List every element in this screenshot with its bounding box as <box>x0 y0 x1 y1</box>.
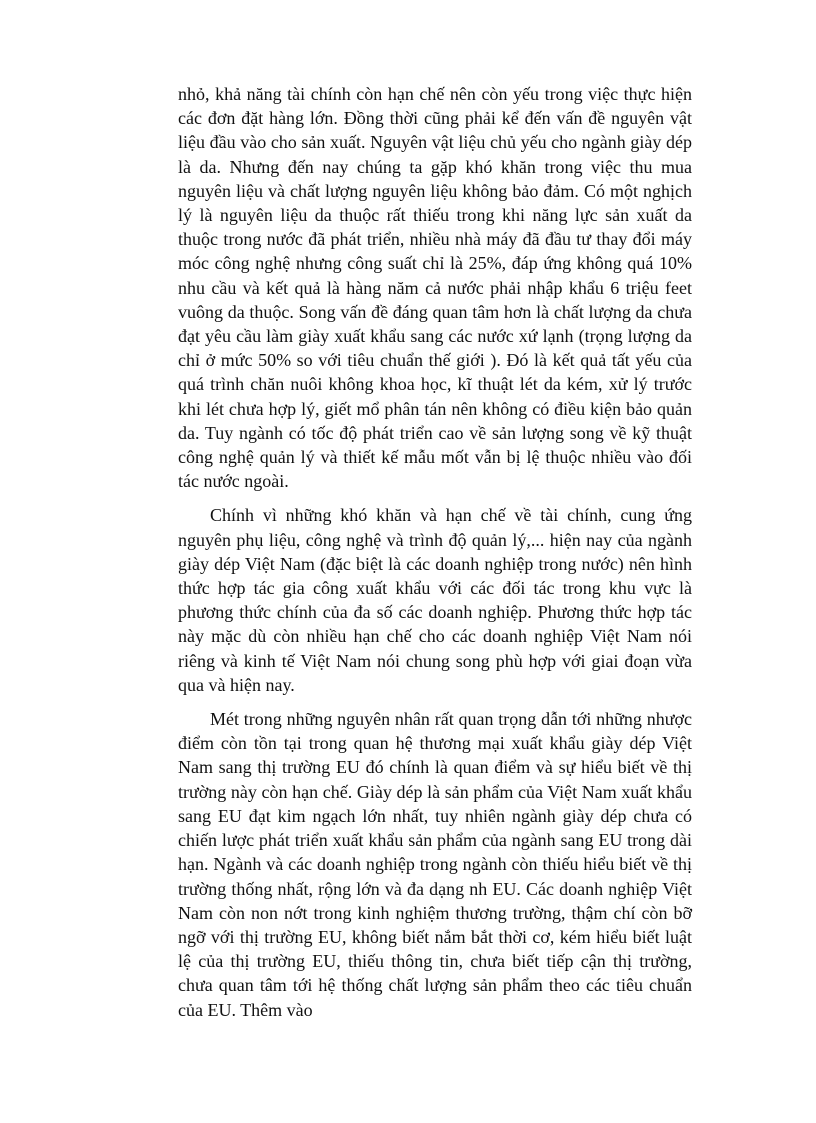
paragraph-financial-constraints: Chính vì những khó khăn và hạn chế về tài chính, cung ứng nguyên phụ liệu, công nghệ và trình độ quản lý,... hiện nay của ngành giày dép Việt Nam (đặc biệt là các doanh nghiệp trong nước) nên hình thức hợp tác gia công xuất khẩu với các đối tác trong khu vực là phương thức chính của đa số các doanh nghiệp. Phương thức hợp tác này mặc dù còn nhiều hạn chế cho các doanh nghiệp Việt Nam nói riêng và kinh tế Việt Nam nói chung song phù hợp với giai đoạn vừa qua và hiện nay. <box>178 505 692 695</box>
body-text <box>178 82 692 1022</box>
paragraph-eu-market-understanding: Mét trong những nguyên nhân rất quan trọng dẫn tới những nhược điểm còn tồn tại trong quan hệ thương mại xuất khẩu giày dép Việt Nam sang thị trường EU đó chính là quan điểm và sự hiểu biết về thị trường này còn hạn chế. Giày dép là sản phẩm của Việt Nam xuất khẩu sang EU đạt kim ngạch lớn nhất, tuy nhiên ngành giày dép chưa có chiến lược phát triển xuất khẩu sản phẩm của ngành sang EU trong dài hạn. Ngành và các doanh nghiệp trong ngành còn thiếu hiểu biết về thị trường thống nhất, rộng lớn và đa dạng nh EU. Các doanh nghiệp Việt Nam còn non nớt trong kinh nghiệm thương trường, thậm chí còn bỡ ngỡ với thị trường EU, không biết nắm bắt thời cơ, kém hiểu biết luật lệ của thị trường EU, thiếu thông tin, chưa biết tiếp cận thị trường, chưa quan tâm tới hệ thống chất lượng sản phẩm theo các tiêu chuẩn của EU. Thêm vào <box>178 709 692 1020</box>
paragraph-continuation: nhỏ, khả năng tài chính còn hạn chế nên còn yếu trong việc thực hiện các đơn đặt hàng lớn. Đồng thời cũng phải kể đến vấn đề nguyên vật liệu đầu vào cho sản xuất. Nguyên vật liệu chủ yếu cho ngành giày dép là da. Nhưng đến nay chúng ta gặp khó khăn trong việc thu mua nguyên liệu và chất lượng nguyên liệu không bảo đảm. Có một nghịch lý là nguyên liệu da thuộc rất thiếu trong khi năng lực sản xuất da thuộc trong nước đã phát triển, nhiều nhà máy đã đầu tư thay đổi máy móc công nghệ nhưng công suất chỉ là 25%, đáp ứng không quá 10% nhu cầu và kết quả là hàng năm cả nước phải nhập khẩu 6 triệu feet vuông da thuộc. Song vấn đề đáng quan tâm hơn là chất lượng da chưa đạt yêu cầu làm giày xuất khẩu sang các nước xứ lạnh (trọng lượng da chỉ ở mức 50% so với tiêu chuẩn thế giới ). Đó là kết quả tất yếu của quá trình chăn nuôi không khoa học, kĩ thuật lét da kém, xử lý trước khi lét chưa hợp lý, giết mổ phân tán nên không có điều kiện bảo quản da. Tuy ngành có tốc độ phát triển cao về sản lượng song về kỹ thuật công nghệ quản lý và thiết kế mẫu mốt vẫn bị lệ thuộc nhiều vào đối tác nước ngoài. <box>178 84 692 492</box>
